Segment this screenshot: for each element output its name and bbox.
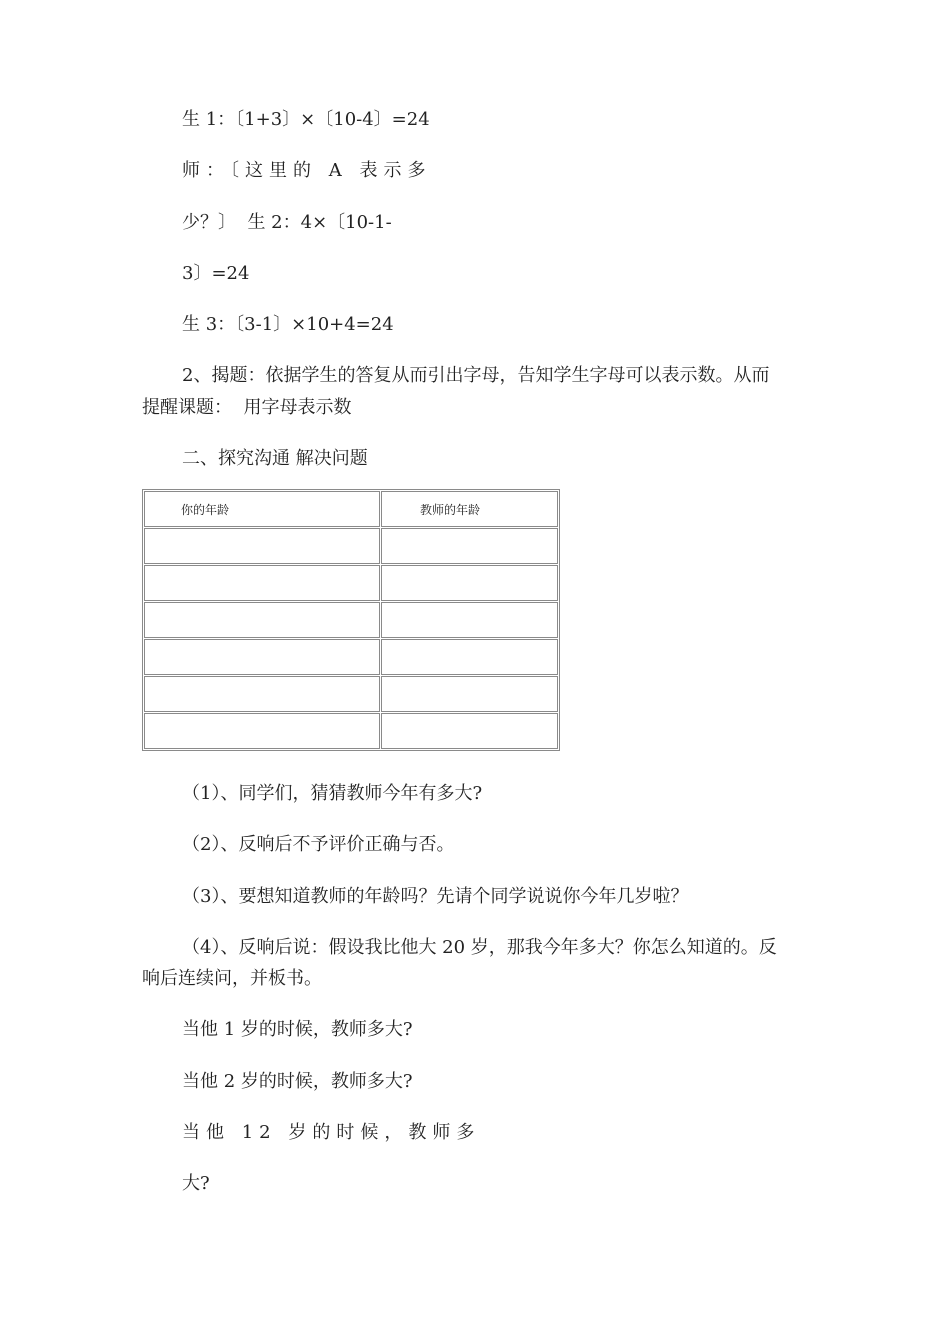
step-4-line1: （4）、反响后说：假设我比他大 20 岁，那我今年多大？你怎么知道的。反 <box>182 937 777 958</box>
question-age-12-part1: 当他 12 岁的时候，教师多 <box>182 1122 481 1143</box>
table-cell <box>381 639 558 675</box>
section-title: 二、探究沟通 解决问题 <box>182 448 368 469</box>
table-cell <box>381 528 558 564</box>
reveal-line2: 提醒课题： 用字母表示数 <box>142 397 352 418</box>
question-age-12-part2: 大? <box>182 1173 210 1194</box>
table-cell <box>144 713 380 749</box>
table-row <box>144 676 558 712</box>
table-header-row <box>144 491 558 527</box>
teacher-question-part2: 少？〕 生 2：4×〔10-1- <box>182 212 392 233</box>
table-cell <box>144 639 380 675</box>
question-age-2: 当他 2 岁的时候，教师多大? <box>182 1071 413 1092</box>
table-row <box>144 528 558 564</box>
table-cell <box>144 565 380 601</box>
table-cell <box>144 676 380 712</box>
teacher-question-part1: 师：〔这里的 A 表示多 <box>182 160 432 181</box>
step-4-line2: 响后连续问，并板书。 <box>142 968 322 989</box>
header-your-age: 你的年龄 <box>144 491 380 527</box>
header-teacher-age: 教师的年龄 <box>381 491 558 527</box>
table-cell <box>144 528 380 564</box>
table-row <box>144 565 558 601</box>
table-row <box>144 713 558 749</box>
reveal-line1: 2、揭题：依据学生的答复从而引出字母，告知学生字母可以表示数。从而 <box>182 365 770 386</box>
student2-answer-end: 3〕=24 <box>182 263 250 284</box>
table-cell <box>381 602 558 638</box>
step-3: （3）、要想知道教师的年龄吗？先请个同学说说你今年几岁啦？ <box>182 886 689 907</box>
student3-answer: 生 3：〔3-1〕×10+4=24 <box>182 314 394 335</box>
table-cell <box>381 565 558 601</box>
question-age-1: 当他 1 岁的时候，教师多大? <box>182 1019 413 1040</box>
table-cell <box>144 602 380 638</box>
step-2: （2）、反响后不予评价正确与否。 <box>182 834 455 855</box>
step-1: （1）、同学们，猜猜教师今年有多大? <box>182 783 483 804</box>
table-cell <box>381 676 558 712</box>
table-row <box>144 639 558 675</box>
table-cell <box>381 713 558 749</box>
age-table <box>142 489 560 751</box>
table-row <box>144 602 558 638</box>
student1-answer: 生 1：〔1+3〕×〔10-4〕=24 <box>182 109 430 130</box>
